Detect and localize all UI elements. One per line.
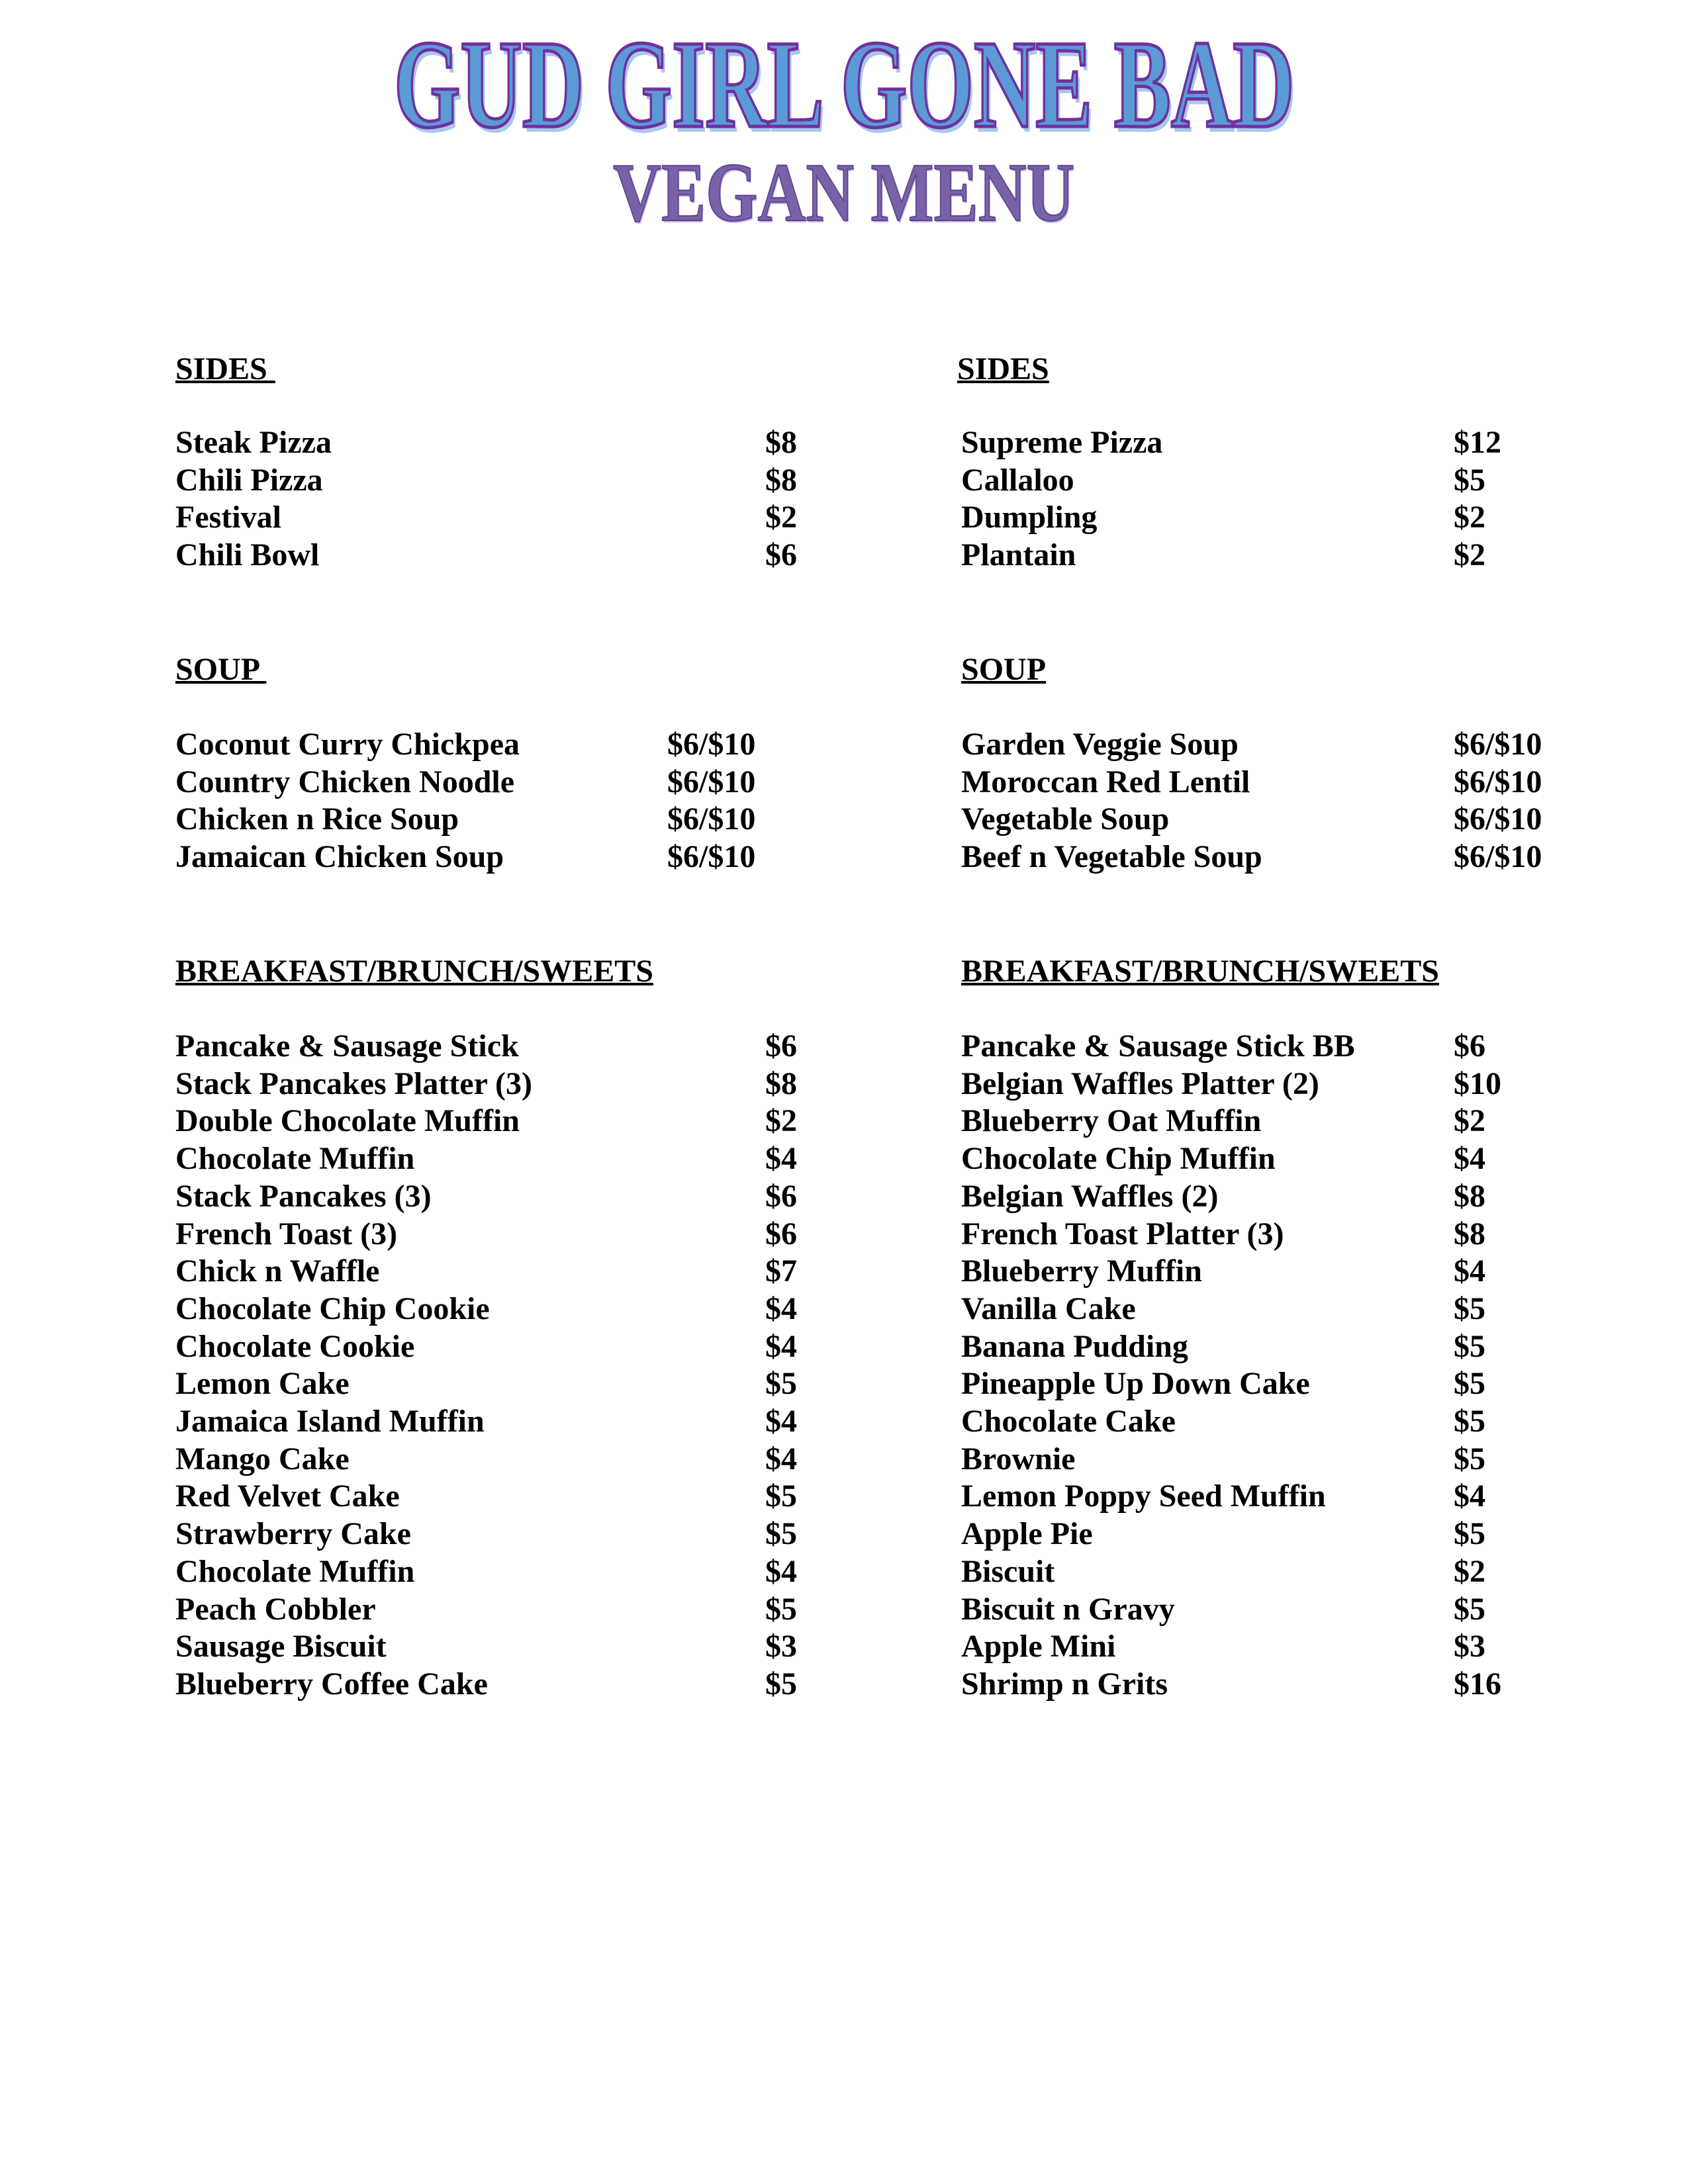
menu-item-price: $4 [765,1328,797,1364]
menu-item [175,1553,797,1590]
menu-subtitle [0,147,1688,240]
menu-item [175,800,756,838]
menu-item [961,1477,1485,1515]
menu-item [961,1177,1485,1215]
menu-item-price: $2 [1454,500,1485,535]
menu-item-name: Dumpling [961,500,1098,535]
menu-item-name: French Toast Platter (3) [961,1216,1284,1251]
breakfast-heading: BREAKFAST/BRUNCH/SWEETS [961,954,1439,989]
menu-item-price: $4 [765,1291,797,1326]
menu-item-name: Pancake & Sausage Stick [175,1028,519,1064]
menu-subtitle-text: VEGAN MENU [613,147,1075,239]
menu-item-price: $6 [765,537,797,573]
menu-item [175,536,797,574]
menu-item-price: $6/$10 [667,764,756,799]
menu-item [961,725,1542,763]
menu-item-name: Chocolate Cake [961,1404,1176,1439]
menu-item-price: $5 [1454,1441,1485,1477]
menu-item [961,1290,1485,1328]
menu-item-name: Pineapple Up Down Cake [961,1366,1310,1402]
menu-item [961,1402,1485,1440]
menu-item [175,461,797,499]
menu-item-name: Plantain [961,537,1076,573]
menu-item-price: $5 [1454,1291,1485,1326]
menu-item [175,763,756,801]
menu-item [175,498,797,536]
menu-item-price: $4 [765,1404,797,1439]
menu-item-price: $6/$10 [1454,839,1542,875]
menu-item-name: Garden Veggie Soup [961,727,1239,762]
menu-item-price: $6/$10 [667,801,756,837]
menu-item-name: Banana Pudding [961,1328,1188,1364]
menu-item-name: Chocolate Muffin [175,1141,415,1177]
menu-item-name: Chili Pizza [175,462,323,498]
menu-item [175,1665,797,1703]
menu-item-price: $10 [1454,1066,1501,1101]
menu-item-name: Chocolate Muffin [175,1553,415,1589]
menu-item [175,1477,797,1515]
menu-item-name: Apple Pie [961,1516,1093,1552]
menu-item-price: $6/$10 [667,839,756,875]
menu-item-price: $6/$10 [1454,801,1542,837]
menu-item-price: $5 [1454,462,1485,498]
menu-item-price: $6 [1454,1028,1485,1064]
menu-item-name: Supreme Pizza [961,425,1163,460]
menu-item-name: Red Velvet Cake [175,1479,400,1514]
menu-item-price: $5 [1454,1516,1485,1552]
menu-item-price: $2 [765,1103,797,1139]
menu-item [175,1027,797,1065]
menu-item [175,1365,797,1402]
menu-item-name: Lemon Poppy Seed Muffin [961,1479,1326,1514]
menu-item-name: Belgian Waffles Platter (2) [961,1066,1319,1101]
menu-item [175,1627,797,1665]
menu-item-name: Chocolate Chip Muffin [961,1141,1276,1177]
menu-item-price: $8 [765,1066,797,1101]
breakfast-heading: BREAKFAST/BRUNCH/SWEETS [175,954,653,989]
restaurant-title [0,15,1688,154]
menu-item [961,1140,1485,1177]
menu-item-name: Vegetable Soup [961,801,1170,837]
soup-heading: SOUP [961,652,1047,687]
menu-item-name: Apple Mini [961,1629,1116,1664]
menu-item-name: Chocolate Cookie [175,1328,415,1364]
menu-item-price: $6/$10 [667,727,756,762]
menu-item-name: Festival [175,500,281,535]
menu-item-name: Blueberry Coffee Cake [175,1666,488,1702]
menu-item-name: Sausage Biscuit [175,1629,387,1664]
sides-heading: SIDES [175,351,275,387]
menu-item-name: Beef n Vegetable Soup [961,839,1262,875]
menu-item-name: Shrimp n Grits [961,1666,1168,1702]
menu-item [961,1215,1485,1253]
menu-item-price: $6 [765,1216,797,1251]
menu-item-price: $4 [1454,1141,1485,1177]
menu-item-price: $5 [1454,1591,1485,1627]
menu-item-price: $6 [765,1178,797,1214]
menu-item-price: $5 [1454,1366,1485,1402]
menu-item-name: Coconut Curry Chickpea [175,727,520,762]
sides-heading: SIDES [957,351,1049,387]
menu-item [175,1402,797,1440]
menu-item-name: Callaloo [961,462,1074,498]
menu-item-name: Biscuit [961,1553,1055,1589]
menu-item-price: $4 [765,1441,797,1477]
menu-item-name: Stack Pancakes Platter (3) [175,1066,533,1101]
menu-item [961,1590,1485,1628]
menu-item-name: Brownie [961,1441,1076,1477]
menu-item [175,1102,797,1140]
menu-item [175,1290,797,1328]
menu-item-price: $8 [1454,1178,1485,1214]
menu-item [961,1627,1485,1665]
soup-heading: SOUP [175,652,267,687]
menu-item [961,1102,1485,1140]
menu-item [961,1665,1501,1703]
menu-item-name: Chocolate Chip Cookie [175,1291,490,1326]
menu-item-price: $5 [1454,1404,1485,1439]
menu-item-name: Blueberry Oat Muffin [961,1103,1262,1139]
menu-item-price: $7 [765,1253,797,1289]
menu-item-name: Moroccan Red Lentil [961,764,1250,799]
menu-item-name: Steak Pizza [175,425,332,460]
menu-item [961,800,1542,838]
menu-item-name: Chicken n Rice Soup [175,801,459,837]
menu-item-price: $5 [765,1479,797,1514]
menu-item-price: $6 [765,1028,797,1064]
menu-item-price: $4 [765,1553,797,1589]
menu-item-name: French Toast (3) [175,1216,398,1251]
menu-item-name: Jamaican Chicken Soup [175,839,504,875]
menu-item-price: $5 [765,1591,797,1627]
menu-item [175,1440,797,1478]
menu-item-price: $8 [765,425,797,460]
menu-item-name: Biscuit n Gravy [961,1591,1175,1627]
menu-item-price: $5 [1454,1328,1485,1364]
menu-item-name: Strawberry Cake [175,1516,411,1552]
menu-item-name: Lemon Cake [175,1366,350,1402]
restaurant-title-text: GUD GIRL GONE BAD [393,15,1295,154]
menu-item [175,424,797,461]
menu-item [175,1065,797,1103]
menu-item-name: Double Chocolate Muffin [175,1103,520,1139]
menu-item-price: $2 [765,500,797,535]
menu-item [961,498,1485,536]
menu-item [175,1328,797,1365]
menu-item-name: Pancake & Sausage Stick BB [961,1028,1355,1064]
menu-item-name: Vanilla Cake [961,1291,1136,1326]
menu-item-price: $4 [1454,1479,1485,1514]
menu-item-price: $2 [1454,537,1485,573]
menu-item [961,1515,1485,1553]
menu-item [961,838,1542,876]
menu-item-price: $4 [765,1141,797,1177]
menu-item-price: $4 [1454,1253,1485,1289]
menu-item [175,1590,797,1628]
menu-item-price: $5 [765,1366,797,1402]
menu-item-name: Blueberry Muffin [961,1253,1202,1289]
menu-item-name: Chick n Waffle [175,1253,380,1289]
menu-item [961,1365,1485,1402]
menu-item [961,1065,1501,1103]
menu-item [961,1553,1485,1590]
menu-item [961,424,1501,461]
menu-item-name: Peach Cobbler [175,1591,376,1627]
menu-item [961,1252,1485,1290]
menu-item [175,838,756,876]
menu-item-price: $5 [765,1516,797,1552]
menu-item-price: $8 [765,462,797,498]
menu-item-price: $3 [765,1629,797,1664]
menu-item [961,763,1542,801]
menu-item-price: $2 [1454,1553,1485,1589]
menu-item [961,1440,1485,1478]
menu-item-price: $16 [1454,1666,1501,1702]
menu-item [175,1252,797,1290]
menu-item-name: Stack Pancakes (3) [175,1178,432,1214]
menu-item [175,725,756,763]
menu-item-price: $2 [1454,1103,1485,1139]
menu-item-name: Belgian Waffles (2) [961,1178,1219,1214]
menu-item-name: Jamaica Island Muffin [175,1404,485,1439]
menu-item [175,1140,797,1177]
menu-item [961,461,1485,499]
menu-item-name: Chili Bowl [175,537,320,573]
menu-item [175,1515,797,1553]
menu-item-name: Mango Cake [175,1441,350,1477]
menu-item [961,1328,1485,1365]
menu-item [961,1027,1485,1065]
menu-item-price: $6/$10 [1454,727,1542,762]
menu-item-price: $12 [1454,425,1501,460]
menu-item-price: $3 [1454,1629,1485,1664]
menu-item [175,1177,797,1215]
menu-item [961,536,1485,574]
menu-item-price: $5 [765,1666,797,1702]
menu-item [175,1215,797,1253]
menu-item-name: Country Chicken Noodle [175,764,515,799]
menu-item-price: $6/$10 [1454,764,1542,799]
menu-item-price: $8 [1454,1216,1485,1251]
